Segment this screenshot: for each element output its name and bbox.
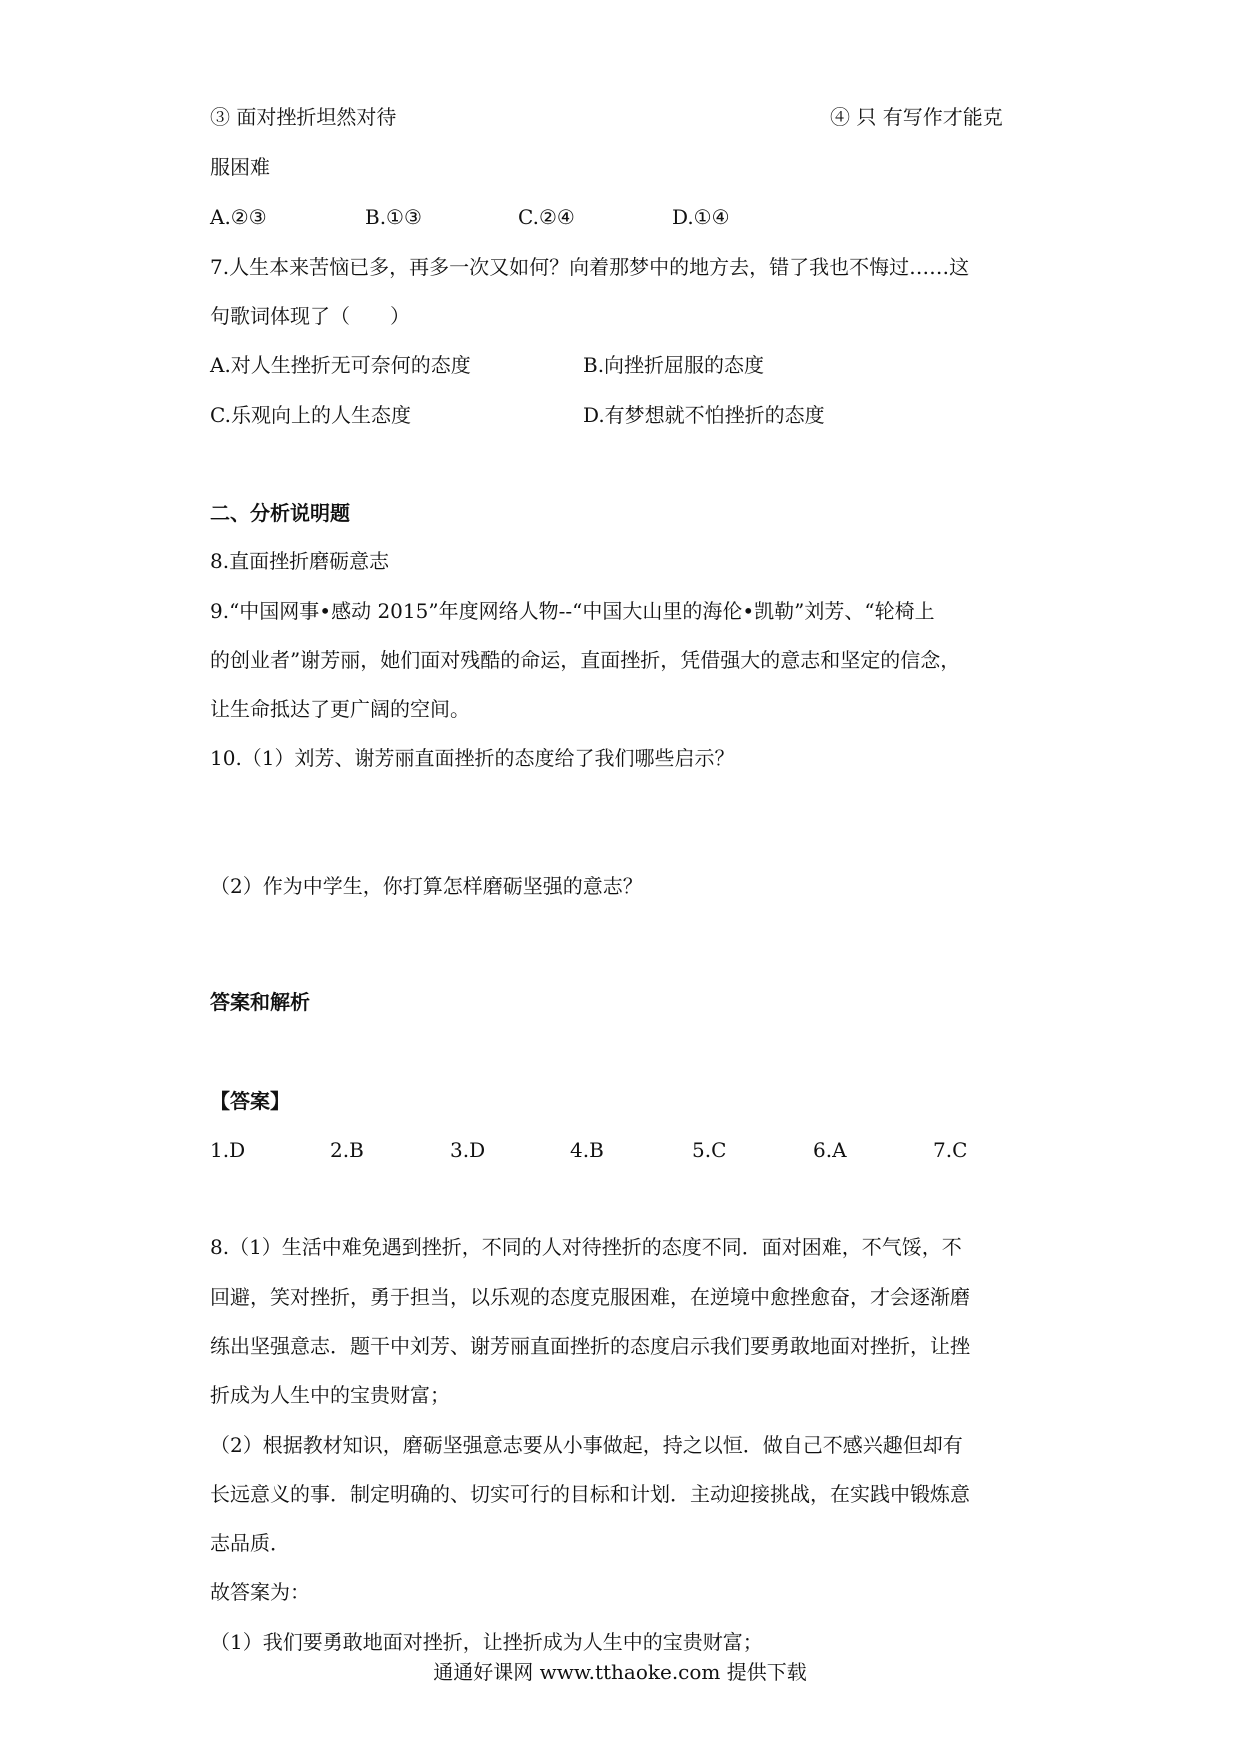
q7-line-2: 句歌词体现了（ ） [210, 304, 410, 328]
q7-choice-c: C.乐观向上的人生态度 [210, 403, 411, 427]
answers-label: 【答案】 [210, 1089, 290, 1113]
q6-choice-a: A.②③ [210, 205, 267, 229]
a8-line-4: 折成为人生中的宝贵财富； [210, 1383, 450, 1407]
q6-option-4-wrap: 服困难 [210, 155, 270, 179]
a8-line-9: （1）我们要勇敢地面对挫折，让挫折成为人生中的宝贵财富； [210, 1630, 763, 1654]
q6-option-3: ③ 面对挫折坦然对待 [210, 105, 397, 129]
answer-3: 3.D [450, 1138, 486, 1162]
a8-line-5: （2）根据教材知识，磨砺坚强意志要从小事做起，持之以恒．做自己不感兴趣但却有 [210, 1433, 963, 1457]
page-footer: 通通好课网 www.tthaoke.com 提供下载 [433, 1660, 807, 1684]
answer-1: 1.D [210, 1138, 246, 1162]
a8-line-6: 长远意义的事．制定明确的、切实可行的目标和计划．主动迎接挑战，在实践中锻炼意 [210, 1482, 970, 1506]
q7-choice-a: A.对人生挫折无可奈何的态度 [210, 353, 471, 377]
answers-heading: 答案和解析 [210, 990, 310, 1014]
a8-line-1: 8.（1）生活中难免遇到挫折，不同的人对待挫折的态度不同．面对困难，不气馁，不 [210, 1235, 962, 1259]
q10-part-2: （2）作为中学生，你打算怎样磨砺坚强的意志？ [210, 874, 643, 898]
answer-4: 4.B [570, 1138, 604, 1162]
q7-line-1: 7.人生本来苦恼已多，再多一次又如何？向着那梦中的地方去，错了我也不悔过……这 [210, 255, 970, 279]
a8-line-7: 志品质． [210, 1531, 290, 1555]
q9-line-3: 让生命抵达了更广阔的空间。 [210, 697, 470, 721]
answer-6: 6.A [813, 1138, 847, 1162]
a8-line-2: 回避，笑对挫折，勇于担当，以乐观的态度克服困难，在逆境中愈挫愈奋，才会逐渐磨 [210, 1285, 970, 1309]
q7-choice-b: B.向挫折屈服的态度 [583, 353, 765, 377]
section-2-heading: 二、分析说明题 [210, 501, 350, 525]
answer-7: 7.C [933, 1138, 968, 1162]
q10-part-1: 10.（1）刘芳、谢芳丽直面挫折的态度给了我们哪些启示？ [210, 746, 735, 770]
answer-5: 5.C [692, 1138, 727, 1162]
q6-choice-c: C.②④ [518, 205, 575, 229]
q6-choice-b: B.①③ [365, 205, 422, 229]
q9-line-2: 的创业者”谢芳丽，她们面对残酷的命运，直面挫折，凭借强大的意志和坚定的信念， [210, 648, 961, 672]
q6-option-4: ④ 只 有写作才能克 [830, 105, 1003, 129]
q7-choice-d: D.有梦想就不怕挫折的态度 [583, 403, 825, 427]
a8-line-8: 故答案为： [210, 1580, 310, 1604]
q8-text: 8.直面挫折磨砺意志 [210, 549, 390, 573]
answer-2: 2.B [330, 1138, 364, 1162]
q6-choice-d: D.①④ [672, 205, 730, 229]
q9-line-1: 9.“中国网事•感动 2015”年度网络人物--“中国大山里的海伦•凯勒”刘芳、“轮椅上 [210, 599, 935, 623]
a8-line-3: 练出坚强意志．题干中刘芳、谢芳丽直面挫折的态度启示我们要勇敢地面对挫折，让挫 [210, 1334, 970, 1358]
